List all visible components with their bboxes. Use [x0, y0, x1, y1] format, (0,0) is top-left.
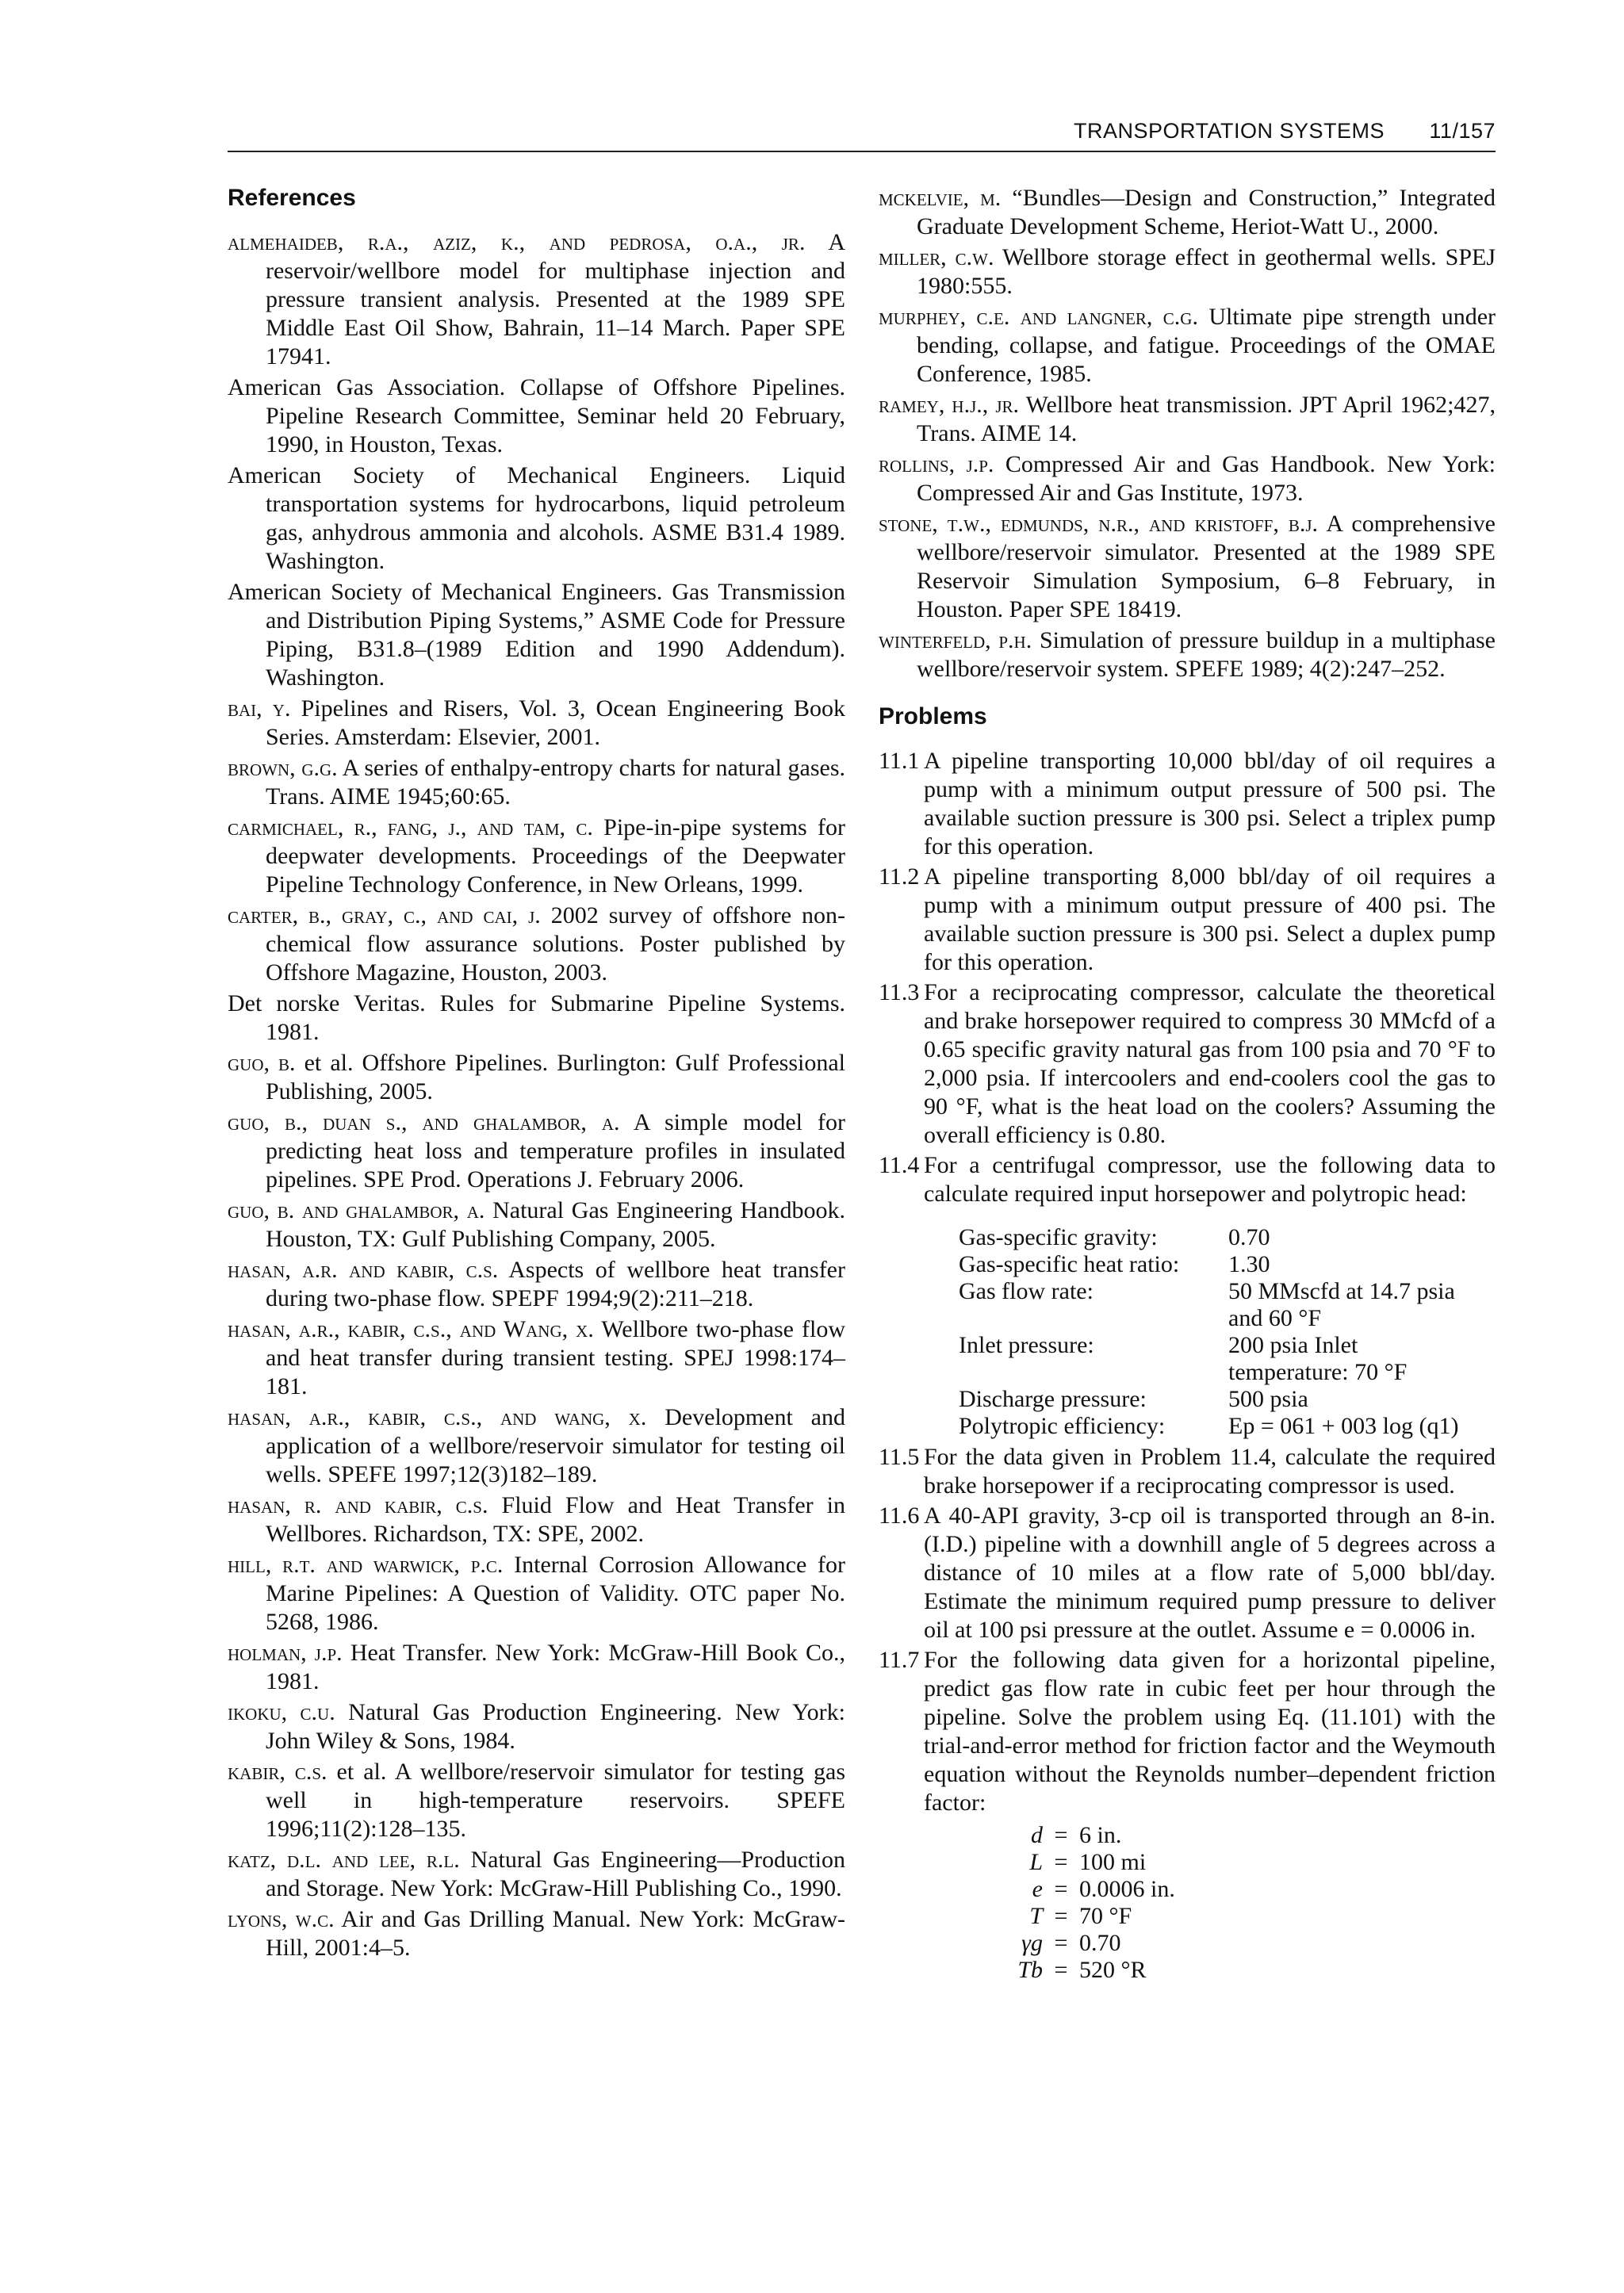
variable-name: d	[1031, 1822, 1043, 1848]
reference-entry	[228, 1639, 845, 1696]
reference-entry	[228, 1551, 845, 1636]
reference-entry	[228, 813, 845, 899]
variable-name: Tb	[1017, 1957, 1043, 1983]
reference-entry	[228, 1698, 845, 1755]
variable-row	[987, 1876, 1496, 1903]
data-label: Polytropic efficiency:	[959, 1413, 1166, 1439]
reference-authors: ikoku, c.u.	[228, 1699, 335, 1725]
problem-text: A pipeline transporting 10,000 bbl/day of oil requires a pump with a minimum output pressure of 500 psi. The available suction pressure is 300 psi. Select a triplex pump for this operation.	[924, 748, 1496, 859]
reference-entry	[228, 1491, 845, 1548]
reference-text: et al. Offshore Pipelines. Burlington: Gulf Professional Publishing, 2005.	[266, 1050, 845, 1104]
reference-text: Det norske Veritas. Rules for Submarine Pipeline Systems. 1981.	[228, 990, 845, 1045]
data-value: 50 MMscfd at 14.7 psia and 60 °F	[1228, 1278, 1455, 1331]
data-value: 200 psia Inlet temperature: 70 °F	[1228, 1332, 1408, 1385]
reference-text: 2002 survey of offshore non-chemical flow assurance solutions. Poster published by Offshore Magazine, Houston, 2003.	[266, 902, 845, 986]
data-value: 1.30	[1228, 1251, 1270, 1277]
reference-entry	[228, 1403, 845, 1489]
reference-entry	[228, 990, 845, 1047]
data-row	[959, 1413, 1478, 1440]
reference-authors: kabir, c.s.	[228, 1759, 327, 1785]
right-column	[879, 184, 1496, 1985]
reference-authors: murphey, c.e. and langner, c.g.	[879, 304, 1198, 330]
reference-entry	[228, 754, 845, 811]
problem-text: A 40-API gravity, 3-cp oil is transported through an 8-in. (I.D.) pipeline with a downhill angle of 5 degrees across a distance of 10 miles at a flow rate of 5,000 bbl/day. Estimate the minimum required pump pressure to deliver oil at 100 psi pressure at the outlet. Assume e = 0.0006 in.	[924, 1503, 1496, 1643]
data-label: Gas-specific heat ratio:	[959, 1251, 1180, 1277]
reference-text: Wellbore heat transmission. JPT April 1962;427, Trans. AIME 14.	[917, 392, 1496, 446]
problem-text: A pipeline transporting 8,000 bbl/day of oil requires a pump with a minimum output pressure of 400 psi. The available suction pressure is 300 psi. Select a duplex pump for this operation.	[924, 863, 1496, 975]
problem-number: 11.4	[879, 1152, 920, 1178]
references-heading: References	[228, 185, 356, 211]
reference-entry	[879, 391, 1496, 448]
data-row	[959, 1224, 1478, 1251]
reference-authors: hill, r.t. and warwick, p.c.	[228, 1552, 504, 1578]
reference-entry	[879, 243, 1496, 301]
variable-value: 100 mi	[1079, 1849, 1147, 1875]
reference-text: Natural Gas Engineering Handbook. Houston, TX: Gulf Publishing Company, 2005.	[266, 1197, 845, 1252]
problems-section	[879, 702, 1496, 1984]
data-row	[959, 1332, 1478, 1386]
reference-authors: hasan, a.r. and kabir, c.s.	[228, 1257, 499, 1283]
equals-sign: =	[1054, 1822, 1068, 1848]
reference-authors: bai, y.	[228, 695, 291, 722]
reference-text: American Society of Mechanical Engineers. Liquid transportation systems for hydrocarbons, liquid petroleum gas, anhydrous ammonia and alcohols. ASME B31.4 1989. Washington.	[228, 462, 845, 574]
data-row	[959, 1386, 1478, 1413]
reference-text: Internal Corrosion Allowance for Marine Pipelines: A Question of Validity. OTC paper No. 5268, 1986.	[266, 1552, 845, 1635]
reference-entry	[879, 510, 1496, 624]
equals-sign: =	[1054, 1876, 1068, 1902]
reference-text: Air and Gas Drilling Manual. New York: McGraw-Hill, 2001:4–5.	[266, 1906, 846, 1961]
reference-text: A reservoir/wellbore model for multiphase injection and pressure transient analysis. Presented at the 1989 SPE Middle East Oil Show, Bahrain, 11–14 March. Paper SPE 17941.	[266, 229, 846, 369]
reference-authors: guo, b. and ghalambor, a.	[228, 1197, 485, 1223]
reference-list-right	[879, 184, 1496, 683]
data-value: Ep = 061 + 003 log (q1)	[1228, 1413, 1459, 1439]
problem-item	[879, 1443, 1496, 1500]
data-row	[959, 1278, 1478, 1332]
problem-number: 11.1	[879, 748, 920, 774]
variable-value: 6 in.	[1079, 1822, 1122, 1848]
reference-authors: hasan, r. and kabir, c.s.	[228, 1492, 488, 1518]
reference-text: Compressed Air and Gas Handbook. New York: Compressed Air and Gas Institute, 1973.	[917, 451, 1496, 506]
problem-item	[879, 1151, 1496, 1440]
reference-text: Pipe-in-pipe systems for deepwater developments. Proceedings of the Deepwater Pipeline Technology Conference, in New Orleans, 1999.	[266, 814, 845, 898]
variable-name: γg	[1021, 1930, 1043, 1956]
problem-item	[879, 863, 1496, 977]
problem-text: For a centrifugal compressor, use the following data to calculate required input horsepower and polytropic head:	[924, 1152, 1496, 1207]
reference-entry	[228, 902, 845, 987]
problem-number: 11.6	[879, 1503, 920, 1529]
variable-name: T	[1029, 1903, 1043, 1929]
variable-name: e	[1032, 1876, 1043, 1902]
variable-value: 520 °R	[1079, 1957, 1147, 1983]
reference-authors: almehaideb, r.a., aziz, k., and pedrosa, o.a., jr.	[228, 229, 806, 255]
reference-entry	[228, 1315, 845, 1401]
variable-name: L	[1029, 1849, 1043, 1875]
reference-entry	[228, 1108, 845, 1194]
reference-text: Natural Gas Production Engineering. New York: John Wiley & Sons, 1984.	[266, 1699, 845, 1754]
equals-sign: =	[1054, 1849, 1068, 1875]
running-header	[228, 116, 1496, 152]
variable-row	[987, 1957, 1496, 1984]
reference-text: A simple model for predicting heat loss and temperature profiles in insulated pipelines. SPE Prod. Operations J. February 2006.	[266, 1109, 845, 1192]
reference-authors: carter, b., gray, c., and cai, j.	[228, 902, 541, 928]
problem-text: For the data given in Problem 11.4, calculate the required brake horsepower if a reciprocating compressor is used.	[924, 1444, 1496, 1499]
reference-authors: brown, g.g.	[228, 755, 338, 781]
reference-text: Aspects of wellbore heat transfer during two-phase flow. SPEPF 1994;9(2):211–218.	[266, 1257, 845, 1311]
reference-text: Development and application of a wellbore/reservoir simulator for testing oil wells. SPEFE 1997;12(3)182–189.	[266, 1404, 845, 1487]
reference-entry	[228, 1758, 845, 1843]
reference-text: Natural Gas Engineering—Production and Storage. New York: McGraw-Hill Publishing Co., 1990.	[266, 1847, 846, 1901]
reference-entry	[879, 626, 1496, 683]
reference-authors: winterfeld, p.h.	[879, 627, 1032, 653]
variable-value: 0.70	[1079, 1930, 1121, 1956]
reference-text: Ultimate pipe strength under bending, collapse, and fatigue. Proceedings of the OMAE Conference, 1985.	[917, 304, 1496, 387]
page-number: 11/157	[1429, 119, 1496, 143]
reference-text: A series of enthalpy-entropy charts for natural gases. Trans. AIME 1945;60:65.	[266, 755, 845, 810]
data-label: Inlet pressure:	[959, 1332, 1094, 1358]
reference-entry	[228, 1196, 845, 1254]
reference-authors: rollins, j.p.	[879, 451, 994, 477]
reference-entry	[228, 373, 845, 459]
data-label: Discharge pressure:	[959, 1386, 1147, 1412]
reference-text: et al. A wellbore/reservoir simulator for testing gas well in high-temperature reservoirs. SPEFE 1996;11(2):128–135.	[266, 1759, 846, 1842]
variable-row	[987, 1849, 1496, 1876]
data-label: Gas flow rate:	[959, 1278, 1094, 1304]
reference-entry	[879, 303, 1496, 389]
reference-authors: lyons, w.c.	[228, 1906, 335, 1932]
reference-text: Heat Transfer. New York: McGraw-Hill Book Co., 1981.	[266, 1640, 846, 1694]
reference-list-left	[228, 228, 845, 1962]
reference-authors: holman, j.p.	[228, 1640, 343, 1666]
reference-entry	[228, 1905, 845, 1962]
reference-entry	[228, 695, 845, 752]
problem-item	[879, 978, 1496, 1150]
reference-entry	[879, 184, 1496, 241]
variable-row	[987, 1903, 1496, 1930]
left-column	[228, 184, 845, 1965]
equals-sign: =	[1054, 1930, 1068, 1956]
reference-authors: mckelvie, m.	[879, 185, 1002, 211]
reference-authors: carmichael, r., fang, j., and tam, c.	[228, 814, 593, 840]
reference-authors: guo, b.	[228, 1050, 296, 1076]
problem-item	[879, 747, 1496, 861]
problem-item	[879, 1646, 1496, 1984]
reference-authors: miller, c.w.	[879, 244, 994, 270]
compressor-data-table	[959, 1224, 1478, 1440]
problem-item	[879, 1502, 1496, 1644]
variable-row	[987, 1930, 1496, 1957]
problems-heading: Problems	[879, 703, 987, 729]
data-row	[959, 1251, 1478, 1278]
reference-text: American Gas Association. Collapse of Offshore Pipelines. Pipeline Research Committee, Seminar held 20 February, 1990, in Houston, Texas.	[228, 374, 845, 457]
reference-authors: hasan, a.r., kabir, c.s., and Wang, x.	[228, 1316, 594, 1342]
variable-value: 70 °F	[1079, 1903, 1132, 1929]
equals-sign: =	[1054, 1957, 1068, 1983]
problem-number: 11.5	[879, 1444, 920, 1470]
reference-entry	[228, 461, 845, 576]
running-header-title: TRANSPORTATION SYSTEMS	[1073, 119, 1385, 143]
reference-text: American Society of Mechanical Engineers. Gas Transmission and Distribution Piping Systems,” ASME Code for Pressure Piping, B31.8–(1989 Edition and 1990 Addendum). Washington.	[228, 579, 845, 691]
reference-authors: katz, d.l. and lee, r.l.	[228, 1847, 460, 1873]
equals-sign: =	[1054, 1903, 1068, 1929]
reference-text: Wellbore storage effect in geothermal wells. SPEJ 1980:555.	[917, 244, 1496, 299]
reference-entry	[228, 228, 845, 371]
problem-text: For the following data given for a horizontal pipeline, predict gas flow rate in cubic feet per hour through the pipeline. Solve the problem using Eq. (11.101) with the trial-and-error method for friction factor and the Weymouth equation without the Reynolds number–dependent friction factor:	[924, 1647, 1496, 1816]
pipeline-data-list	[987, 1822, 1496, 1984]
reference-text: “Bundles—Design and Construction,” Integrated Graduate Development Scheme, Heriot-Watt U., 2000.	[917, 185, 1496, 239]
reference-text: A comprehensive wellbore/reservoir simulator. Presented at the 1989 SPE Reservoir Simulation Symposium, 6–8 February, in Houston. Paper SPE 18419.	[917, 511, 1496, 622]
reference-text: Simulation of pressure buildup in a multiphase wellbore/reservoir system. SPEFE 1989; 4(2):247–252.	[917, 627, 1496, 682]
reference-text: Pipelines and Risers, Vol. 3, Ocean Engineering Book Series. Amsterdam: Elsevier, 2001.	[266, 695, 845, 750]
data-value: 500 psia	[1228, 1386, 1308, 1412]
reference-authors: hasan, a.r., kabir, c.s., and wang, x.	[228, 1404, 647, 1430]
variable-value: 0.0006 in.	[1079, 1876, 1175, 1902]
variable-row	[987, 1822, 1496, 1849]
reference-text: Fluid Flow and Heat Transfer in Wellbores. Richardson, TX: SPE, 2002.	[266, 1492, 846, 1547]
problem-number: 11.2	[879, 863, 920, 890]
problem-number: 11.7	[879, 1647, 920, 1673]
data-value: 0.70	[1228, 1224, 1270, 1250]
reference-authors: ramey, h.j., jr.	[879, 392, 1020, 418]
reference-text: Wellbore two-phase flow and heat transfer during transient testing. SPEJ 1998:174–181.	[266, 1316, 845, 1399]
reference-authors: stone, t.w., edmunds, n.r., and kristoff, b.j.	[879, 511, 1319, 537]
problem-text: For a reciprocating compressor, calculate the theoretical and brake horsepower required to compress 30 MMcfd of a 0.65 specific gravity natural gas from 100 psia and 70 °F to 2,000 psia. If intercoolers and end-coolers cool the gas to 90 °F, what is the heat load on the coolers? Assuming the overall efficiency is 0.80.	[924, 979, 1496, 1148]
data-label: Gas-specific gravity:	[959, 1224, 1158, 1250]
reference-authors: guo, b., duan s., and ghalambor, a.	[228, 1109, 620, 1135]
problem-number: 11.3	[879, 979, 920, 1005]
reference-entry	[879, 450, 1496, 507]
reference-entry	[228, 578, 845, 692]
reference-entry	[228, 1846, 845, 1903]
reference-entry	[228, 1049, 845, 1106]
reference-entry	[228, 1256, 845, 1313]
